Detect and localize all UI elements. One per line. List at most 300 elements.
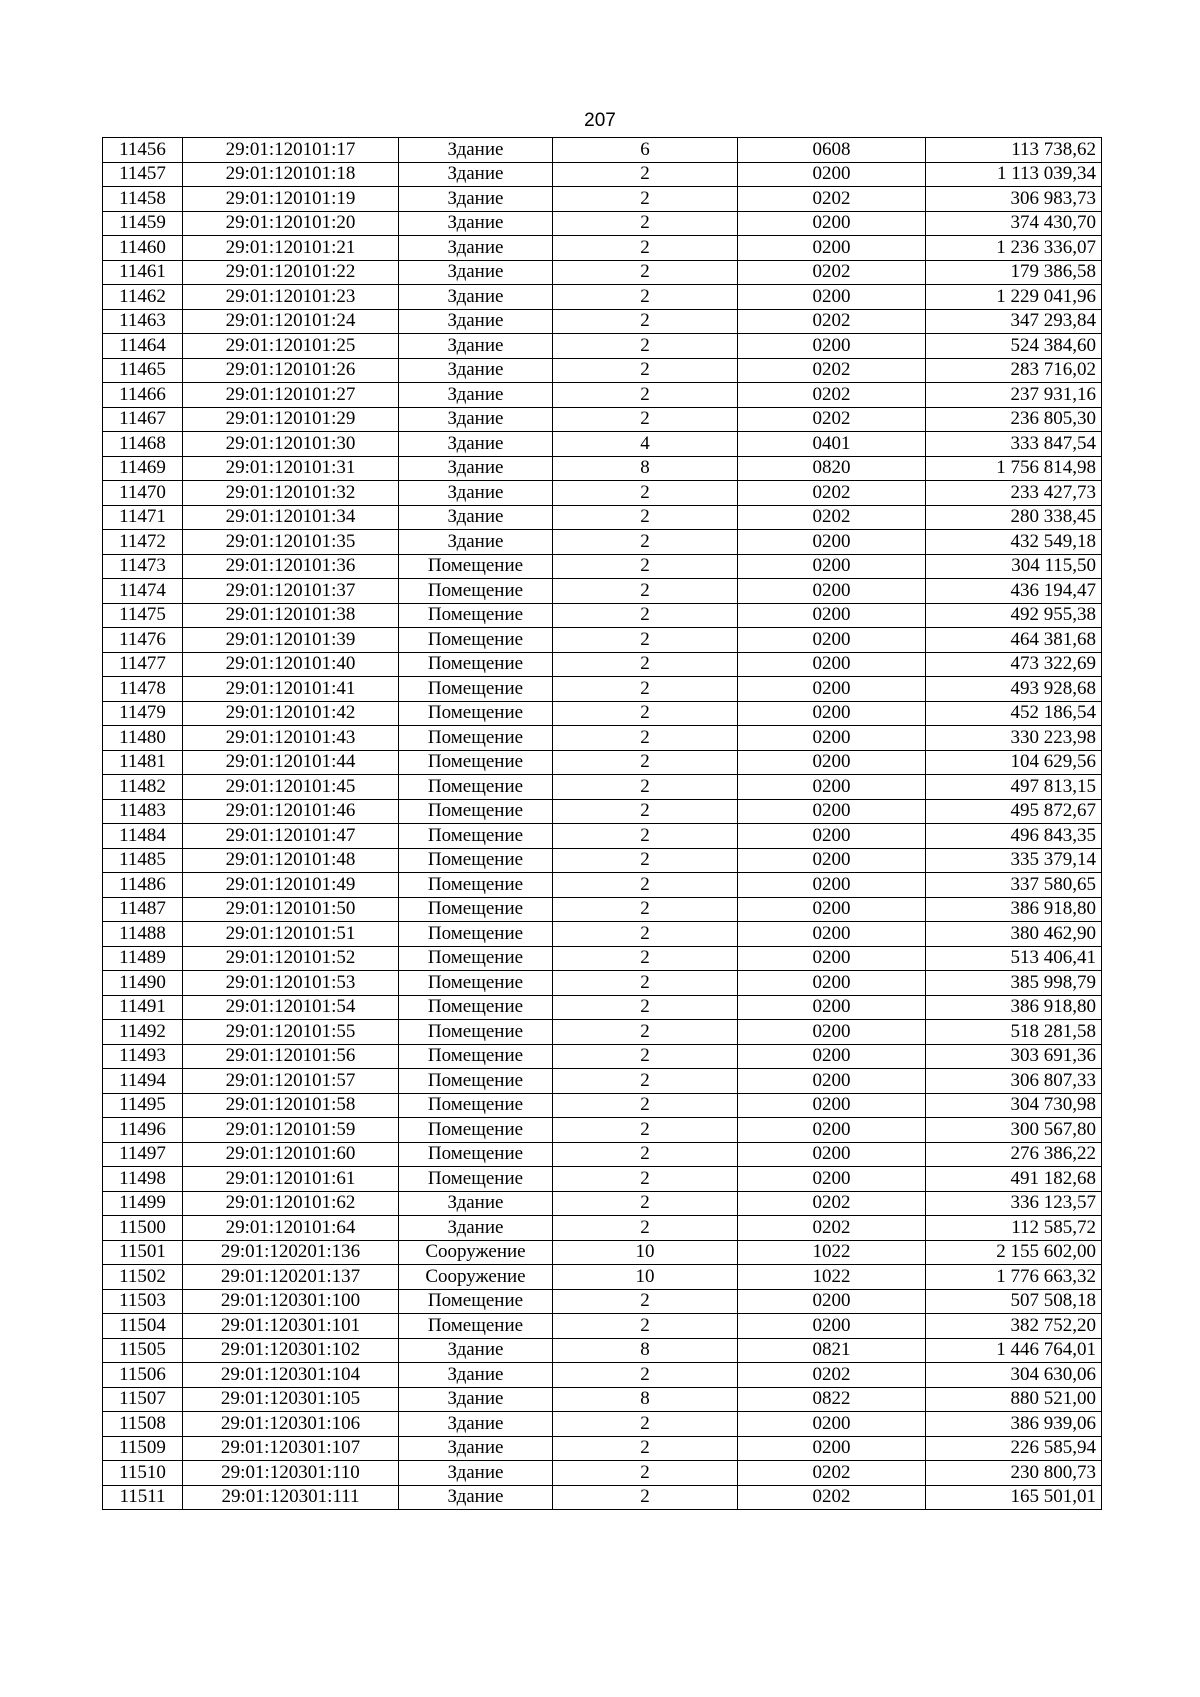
row-number-cell: 11459 [103, 211, 183, 236]
cadastral-value-cell: 386 939,06 [926, 1412, 1102, 1437]
cadastral-number-cell: 29:01:120301:106 [183, 1412, 399, 1437]
code-cell: 0202 [738, 383, 926, 408]
object-type-cell: Помещение [399, 922, 553, 947]
object-type-cell: Здание [399, 1216, 553, 1241]
cadastral-number-cell: 29:01:120101:58 [183, 1093, 399, 1118]
object-type-cell: Здание [399, 260, 553, 285]
cadastral-number-cell: 29:01:120101:17 [183, 138, 399, 163]
table-row [103, 481, 1102, 506]
cadastral-value-table [102, 137, 1102, 1510]
row-number-cell: 11510 [103, 1461, 183, 1486]
cadastral-value-cell: 276 386,22 [926, 1142, 1102, 1167]
object-type-cell: Здание [399, 162, 553, 187]
code-cell: 0200 [738, 677, 926, 702]
table-row [103, 285, 1102, 310]
cadastral-value-cell: 304 730,98 [926, 1093, 1102, 1118]
table-row [103, 1363, 1102, 1388]
object-type-cell: Здание [399, 407, 553, 432]
row-number-cell: 11476 [103, 628, 183, 653]
table-row [103, 1436, 1102, 1461]
row-number-cell: 11506 [103, 1363, 183, 1388]
table-row [103, 799, 1102, 824]
cadastral-number-cell: 29:01:120101:51 [183, 922, 399, 947]
code-cell: 0202 [738, 505, 926, 530]
object-type-cell: Здание [399, 285, 553, 310]
cadastral-value-cell: 880 521,00 [926, 1387, 1102, 1412]
row-number-cell: 11466 [103, 383, 183, 408]
cadastral-value-cell: 336 123,57 [926, 1191, 1102, 1216]
table-row [103, 652, 1102, 677]
cadastral-number-cell: 29:01:120101:50 [183, 897, 399, 922]
group-cell: 2 [553, 726, 738, 751]
group-cell: 2 [553, 481, 738, 506]
code-cell: 0200 [738, 652, 926, 677]
object-type-cell: Помещение [399, 897, 553, 922]
table-row [103, 946, 1102, 971]
code-cell: 0200 [738, 701, 926, 726]
row-number-cell: 11462 [103, 285, 183, 310]
object-type-cell: Здание [399, 456, 553, 481]
object-type-cell: Помещение [399, 1118, 553, 1143]
table-row [103, 1020, 1102, 1045]
cadastral-value-cell: 1 113 039,34 [926, 162, 1102, 187]
row-number-cell: 11467 [103, 407, 183, 432]
code-cell: 0401 [738, 432, 926, 457]
cadastral-value-cell: 333 847,54 [926, 432, 1102, 457]
table-row [103, 407, 1102, 432]
row-number-cell: 11460 [103, 236, 183, 261]
cadastral-number-cell: 29:01:120101:27 [183, 383, 399, 408]
cadastral-value-cell: 104 629,56 [926, 750, 1102, 775]
row-number-cell: 11484 [103, 824, 183, 849]
cadastral-number-cell: 29:01:120301:100 [183, 1289, 399, 1314]
row-number-cell: 11487 [103, 897, 183, 922]
table-row [103, 579, 1102, 604]
cadastral-value-cell: 347 293,84 [926, 309, 1102, 334]
cadastral-value-cell: 452 186,54 [926, 701, 1102, 726]
group-cell: 2 [553, 652, 738, 677]
cadastral-number-cell: 29:01:120101:38 [183, 603, 399, 628]
object-type-cell: Здание [399, 236, 553, 261]
code-cell: 0200 [738, 162, 926, 187]
cadastral-value-cell: 374 430,70 [926, 211, 1102, 236]
cadastral-number-cell: 29:01:120101:55 [183, 1020, 399, 1045]
group-cell: 2 [553, 1412, 738, 1437]
cadastral-number-cell: 29:01:120101:23 [183, 285, 399, 310]
cadastral-number-cell: 29:01:120101:29 [183, 407, 399, 432]
table-row [103, 848, 1102, 873]
code-cell: 0200 [738, 1020, 926, 1045]
cadastral-number-cell: 29:01:120301:104 [183, 1363, 399, 1388]
group-cell: 2 [553, 1167, 738, 1192]
group-cell: 2 [553, 922, 738, 947]
group-cell: 2 [553, 407, 738, 432]
cadastral-number-cell: 29:01:120101:39 [183, 628, 399, 653]
table-row [103, 1069, 1102, 1094]
object-type-cell: Помещение [399, 946, 553, 971]
object-type-cell: Помещение [399, 579, 553, 604]
code-cell: 0200 [738, 334, 926, 359]
table-row [103, 383, 1102, 408]
group-cell: 2 [553, 1461, 738, 1486]
code-cell: 0200 [738, 530, 926, 555]
cadastral-value-cell: 386 918,80 [926, 897, 1102, 922]
code-cell: 0200 [738, 1314, 926, 1339]
table-row [103, 309, 1102, 334]
object-type-cell: Здание [399, 1412, 553, 1437]
table-row [103, 897, 1102, 922]
object-type-cell: Здание [399, 530, 553, 555]
group-cell: 2 [553, 677, 738, 702]
table-row [103, 138, 1102, 163]
cadastral-number-cell: 29:01:120101:34 [183, 505, 399, 530]
object-type-cell: Здание [399, 505, 553, 530]
group-cell: 2 [553, 946, 738, 971]
code-cell: 0608 [738, 138, 926, 163]
cadastral-number-cell: 29:01:120301:101 [183, 1314, 399, 1339]
row-number-cell: 11485 [103, 848, 183, 873]
object-type-cell: Помещение [399, 775, 553, 800]
table-row [103, 824, 1102, 849]
cadastral-number-cell: 29:01:120201:137 [183, 1265, 399, 1290]
object-type-cell: Помещение [399, 799, 553, 824]
table-row [103, 1044, 1102, 1069]
cadastral-value-cell: 335 379,14 [926, 848, 1102, 873]
cadastral-number-cell: 29:01:120101:56 [183, 1044, 399, 1069]
group-cell: 2 [553, 1020, 738, 1045]
group-cell: 2 [553, 995, 738, 1020]
code-cell: 0200 [738, 1289, 926, 1314]
object-type-cell: Помещение [399, 628, 553, 653]
table-row [103, 211, 1102, 236]
group-cell: 6 [553, 138, 738, 163]
row-number-cell: 11473 [103, 554, 183, 579]
object-type-cell: Помещение [399, 1020, 553, 1045]
group-cell: 4 [553, 432, 738, 457]
code-cell: 0202 [738, 187, 926, 212]
table-row [103, 162, 1102, 187]
cadastral-number-cell: 29:01:120101:64 [183, 1216, 399, 1241]
table-row [103, 1142, 1102, 1167]
table-row [103, 1191, 1102, 1216]
object-type-cell: Здание [399, 1461, 553, 1486]
row-number-cell: 11493 [103, 1044, 183, 1069]
object-type-cell: Помещение [399, 750, 553, 775]
cadastral-number-cell: 29:01:120101:42 [183, 701, 399, 726]
group-cell: 8 [553, 456, 738, 481]
code-cell: 0202 [738, 481, 926, 506]
group-cell: 2 [553, 1142, 738, 1167]
object-type-cell: Здание [399, 1363, 553, 1388]
cadastral-value-cell: 165 501,01 [926, 1485, 1102, 1510]
group-cell: 2 [553, 701, 738, 726]
cadastral-value-cell: 1 756 814,98 [926, 456, 1102, 481]
row-number-cell: 11507 [103, 1387, 183, 1412]
object-type-cell: Помещение [399, 1069, 553, 1094]
cadastral-value-cell: 1 776 663,32 [926, 1265, 1102, 1290]
cadastral-value-cell: 230 800,73 [926, 1461, 1102, 1486]
row-number-cell: 11500 [103, 1216, 183, 1241]
object-type-cell: Помещение [399, 1289, 553, 1314]
code-cell: 0200 [738, 285, 926, 310]
row-number-cell: 11501 [103, 1240, 183, 1265]
object-type-cell: Помещение [399, 726, 553, 751]
cadastral-value-cell: 330 223,98 [926, 726, 1102, 751]
code-cell: 0200 [738, 946, 926, 971]
row-number-cell: 11494 [103, 1069, 183, 1094]
cadastral-value-cell: 179 386,58 [926, 260, 1102, 285]
row-number-cell: 11464 [103, 334, 183, 359]
cadastral-number-cell: 29:01:120101:62 [183, 1191, 399, 1216]
group-cell: 2 [553, 824, 738, 849]
cadastral-value-cell: 306 983,73 [926, 187, 1102, 212]
group-cell: 2 [553, 187, 738, 212]
cadastral-value-cell: 236 805,30 [926, 407, 1102, 432]
cadastral-value-cell: 492 955,38 [926, 603, 1102, 628]
code-cell: 0200 [738, 726, 926, 751]
object-type-cell: Помещение [399, 652, 553, 677]
cadastral-value-cell: 306 807,33 [926, 1069, 1102, 1094]
code-cell: 0200 [738, 579, 926, 604]
group-cell: 2 [553, 334, 738, 359]
group-cell: 2 [553, 1289, 738, 1314]
cadastral-value-cell: 491 182,68 [926, 1167, 1102, 1192]
code-cell: 0200 [738, 1142, 926, 1167]
cadastral-value-cell: 304 630,06 [926, 1363, 1102, 1388]
cadastral-value-cell: 337 580,65 [926, 873, 1102, 898]
row-number-cell: 11482 [103, 775, 183, 800]
cadastral-number-cell: 29:01:120101:32 [183, 481, 399, 506]
code-cell: 0200 [738, 848, 926, 873]
object-type-cell: Помещение [399, 848, 553, 873]
table-row [103, 358, 1102, 383]
table-row [103, 1461, 1102, 1486]
row-number-cell: 11483 [103, 799, 183, 824]
table-row [103, 260, 1102, 285]
row-number-cell: 11457 [103, 162, 183, 187]
row-number-cell: 11479 [103, 701, 183, 726]
group-cell: 2 [553, 799, 738, 824]
row-number-cell: 11474 [103, 579, 183, 604]
group-cell: 2 [553, 260, 738, 285]
cadastral-number-cell: 29:01:120101:21 [183, 236, 399, 261]
row-number-cell: 11491 [103, 995, 183, 1020]
cadastral-value-cell: 436 194,47 [926, 579, 1102, 604]
row-number-cell: 11504 [103, 1314, 183, 1339]
row-number-cell: 11468 [103, 432, 183, 457]
group-cell: 2 [553, 162, 738, 187]
code-cell: 0200 [738, 1118, 926, 1143]
code-cell: 0200 [738, 1412, 926, 1437]
object-type-cell: Сооружение [399, 1240, 553, 1265]
code-cell: 0200 [738, 750, 926, 775]
code-cell: 0200 [738, 775, 926, 800]
object-type-cell: Помещение [399, 1093, 553, 1118]
row-number-cell: 11498 [103, 1167, 183, 1192]
code-cell: 0200 [738, 628, 926, 653]
code-cell: 0200 [738, 1436, 926, 1461]
cadastral-number-cell: 29:01:120101:22 [183, 260, 399, 285]
group-cell: 2 [553, 383, 738, 408]
object-type-cell: Здание [399, 358, 553, 383]
group-cell: 2 [553, 554, 738, 579]
cadastral-number-cell: 29:01:120101:52 [183, 946, 399, 971]
object-type-cell: Помещение [399, 1142, 553, 1167]
table-row [103, 187, 1102, 212]
cadastral-number-cell: 29:01:120101:25 [183, 334, 399, 359]
table-row [103, 1118, 1102, 1143]
code-cell: 0200 [738, 824, 926, 849]
cadastral-number-cell: 29:01:120101:19 [183, 187, 399, 212]
code-cell: 0200 [738, 897, 926, 922]
table-row [103, 1387, 1102, 1412]
cadastral-value-cell: 432 549,18 [926, 530, 1102, 555]
cadastral-number-cell: 29:01:120101:48 [183, 848, 399, 873]
table-row [103, 554, 1102, 579]
table-row [103, 505, 1102, 530]
row-number-cell: 11505 [103, 1338, 183, 1363]
cadastral-number-cell: 29:01:120101:20 [183, 211, 399, 236]
code-cell: 0202 [738, 1461, 926, 1486]
cadastral-number-cell: 29:01:120101:35 [183, 530, 399, 555]
cadastral-value-cell: 283 716,02 [926, 358, 1102, 383]
code-cell: 0202 [738, 1216, 926, 1241]
table-row [103, 1412, 1102, 1437]
cadastral-number-cell: 29:01:120101:45 [183, 775, 399, 800]
row-number-cell: 11488 [103, 922, 183, 947]
group-cell: 2 [553, 1485, 738, 1510]
row-number-cell: 11461 [103, 260, 183, 285]
row-number-cell: 11480 [103, 726, 183, 751]
object-type-cell: Здание [399, 1436, 553, 1461]
group-cell: 8 [553, 1387, 738, 1412]
table-row [103, 1314, 1102, 1339]
row-number-cell: 11508 [103, 1412, 183, 1437]
cadastral-number-cell: 29:01:120101:53 [183, 971, 399, 996]
row-number-cell: 11469 [103, 456, 183, 481]
row-number-cell: 11492 [103, 1020, 183, 1045]
object-type-cell: Здание [399, 211, 553, 236]
row-number-cell: 11458 [103, 187, 183, 212]
cadastral-number-cell: 29:01:120201:136 [183, 1240, 399, 1265]
cadastral-number-cell: 29:01:120301:110 [183, 1461, 399, 1486]
group-cell: 2 [553, 211, 738, 236]
table-row [103, 922, 1102, 947]
table-row [103, 726, 1102, 751]
code-cell: 0202 [738, 260, 926, 285]
code-cell: 0200 [738, 1093, 926, 1118]
group-cell: 2 [553, 603, 738, 628]
cadastral-value-cell: 386 918,80 [926, 995, 1102, 1020]
cadastral-value-cell: 1 229 041,96 [926, 285, 1102, 310]
group-cell: 2 [553, 1093, 738, 1118]
object-type-cell: Помещение [399, 1314, 553, 1339]
code-cell: 0200 [738, 1167, 926, 1192]
row-number-cell: 11463 [103, 309, 183, 334]
cadastral-number-cell: 29:01:120101:37 [183, 579, 399, 604]
cadastral-value-cell: 226 585,94 [926, 1436, 1102, 1461]
group-cell: 2 [553, 1044, 738, 1069]
group-cell: 2 [553, 530, 738, 555]
cadastral-value-cell: 497 813,15 [926, 775, 1102, 800]
group-cell: 2 [553, 897, 738, 922]
object-type-cell: Здание [399, 187, 553, 212]
row-number-cell: 11481 [103, 750, 183, 775]
object-type-cell: Здание [399, 334, 553, 359]
object-type-cell: Здание [399, 1191, 553, 1216]
table-row [103, 1289, 1102, 1314]
code-cell: 0200 [738, 603, 926, 628]
cadastral-value-cell: 382 752,20 [926, 1314, 1102, 1339]
code-cell: 0202 [738, 309, 926, 334]
cadastral-value-cell: 1 446 764,01 [926, 1338, 1102, 1363]
object-type-cell: Здание [399, 1338, 553, 1363]
cadastral-number-cell: 29:01:120101:59 [183, 1118, 399, 1143]
cadastral-number-cell: 29:01:120101:46 [183, 799, 399, 824]
group-cell: 2 [553, 1216, 738, 1241]
code-cell: 0202 [738, 1191, 926, 1216]
row-number-cell: 11496 [103, 1118, 183, 1143]
table-row [103, 995, 1102, 1020]
row-number-cell: 11502 [103, 1265, 183, 1290]
table-row [103, 530, 1102, 555]
code-cell: 0200 [738, 873, 926, 898]
cadastral-value-cell: 280 338,45 [926, 505, 1102, 530]
code-cell: 1022 [738, 1265, 926, 1290]
page-number: 207 [584, 110, 616, 131]
row-number-cell: 11511 [103, 1485, 183, 1510]
group-cell: 2 [553, 1069, 738, 1094]
cadastral-value-cell: 507 508,18 [926, 1289, 1102, 1314]
code-cell: 0202 [738, 1485, 926, 1510]
table-row [103, 334, 1102, 359]
code-cell: 0821 [738, 1338, 926, 1363]
cadastral-number-cell: 29:01:120301:102 [183, 1338, 399, 1363]
row-number-cell: 11472 [103, 530, 183, 555]
cadastral-value-cell: 1 236 336,07 [926, 236, 1102, 261]
cadastral-value-cell: 464 381,68 [926, 628, 1102, 653]
object-type-cell: Здание [399, 309, 553, 334]
table-row [103, 750, 1102, 775]
group-cell: 2 [553, 1314, 738, 1339]
group-cell: 2 [553, 358, 738, 383]
row-number-cell: 11465 [103, 358, 183, 383]
table-row [103, 1265, 1102, 1290]
table-row [103, 701, 1102, 726]
group-cell: 2 [553, 579, 738, 604]
cadastral-number-cell: 29:01:120101:44 [183, 750, 399, 775]
group-cell: 2 [553, 309, 738, 334]
object-type-cell: Здание [399, 138, 553, 163]
table-row [103, 456, 1102, 481]
cadastral-value-cell: 112 585,72 [926, 1216, 1102, 1241]
cadastral-number-cell: 29:01:120101:40 [183, 652, 399, 677]
table-row [103, 1485, 1102, 1510]
group-cell: 2 [553, 285, 738, 310]
cadastral-value-cell: 493 928,68 [926, 677, 1102, 702]
group-cell: 2 [553, 848, 738, 873]
row-number-cell: 11503 [103, 1289, 183, 1314]
cadastral-number-cell: 29:01:120301:105 [183, 1387, 399, 1412]
group-cell: 2 [553, 750, 738, 775]
cadastral-number-cell: 29:01:120101:57 [183, 1069, 399, 1094]
object-type-cell: Помещение [399, 971, 553, 996]
cadastral-number-cell: 29:01:120101:43 [183, 726, 399, 751]
table-row [103, 603, 1102, 628]
table-body [103, 138, 1102, 1510]
group-cell: 8 [553, 1338, 738, 1363]
cadastral-value-cell: 2 155 602,00 [926, 1240, 1102, 1265]
